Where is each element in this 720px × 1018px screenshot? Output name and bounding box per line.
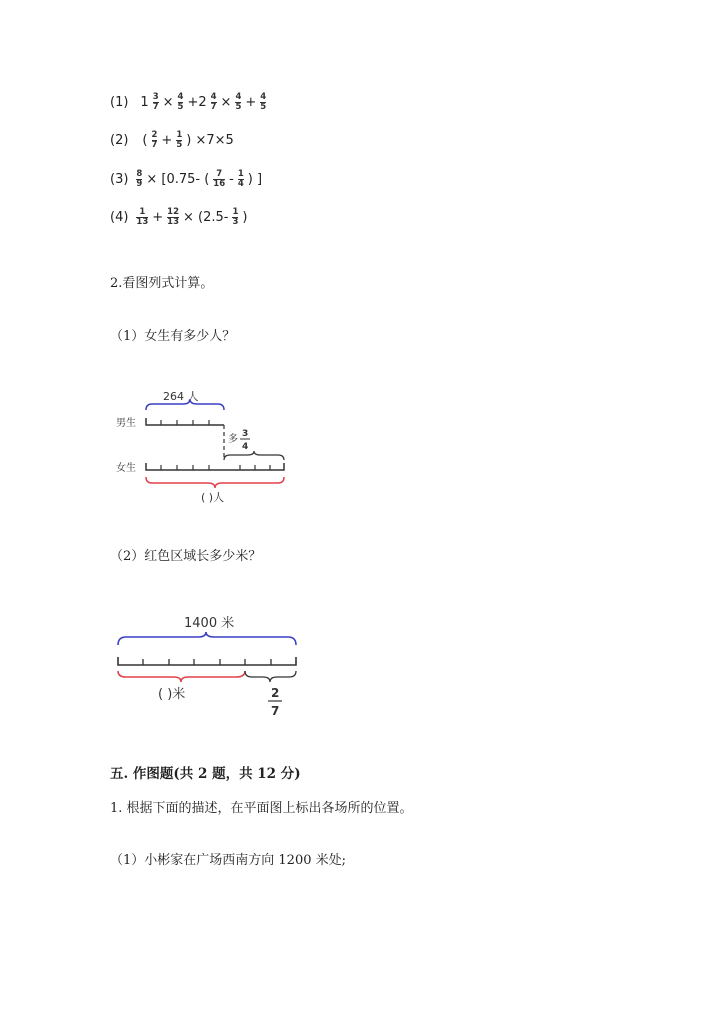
whole-number: 1: [140, 95, 149, 110]
section-5-title: 五. 作图题(共 2 题，共 12 分): [110, 766, 301, 782]
remainder-numerator: 2: [271, 686, 280, 700]
section-2-title: 2.看图列式计算。: [110, 276, 214, 291]
fraction: $\frac{7}{16}$: [213, 169, 226, 189]
fraction: $\frac{4}{5}$: [177, 92, 184, 112]
paren: (: [142, 133, 148, 148]
remainder-brace: [245, 671, 296, 682]
problem-1: [110, 93, 266, 112]
operator: +: [245, 95, 257, 110]
section-5-question-1: 1. 根据下面的描述，在平面图上标出各场所的位置。: [110, 801, 413, 816]
problem-number: (2): [110, 133, 129, 148]
fraction: $\frac{4}{7}$: [210, 92, 217, 112]
fraction: $\frac{4}{5}$: [235, 92, 242, 112]
length-ticks: [143, 659, 271, 665]
red-brace: [146, 477, 284, 488]
diagram1-bottom-label: ( )人: [201, 491, 225, 504]
diagram2-bottom-label: ( )米: [158, 687, 186, 702]
operator: +: [152, 210, 164, 225]
fraction: $\frac{1}{5}$: [176, 130, 183, 150]
remainder-denominator: 7: [271, 704, 280, 718]
problem-4: [110, 208, 247, 227]
more-prefix: 多: [228, 434, 238, 445]
expression-rest: ) ×7×5: [186, 133, 234, 148]
operator: ×: [162, 95, 174, 110]
more-denominator: 4: [242, 442, 249, 452]
difference-brace: [224, 451, 284, 460]
section-5-question-1-sub: （1）小彬家在广场西南方向 1200 米处;: [110, 853, 346, 868]
expression-mid: × [0.75- (: [146, 172, 210, 187]
operator: ×: [220, 95, 232, 110]
operator: -: [229, 172, 234, 187]
operator: +2: [187, 95, 207, 110]
expression-end: ) ]: [247, 172, 263, 187]
fraction: $\frac{3}{7}$: [152, 92, 159, 112]
blue-brace-2: [118, 632, 296, 645]
boys-bar: [146, 418, 224, 425]
fraction: $\frac{4}{5}$: [260, 92, 267, 112]
problem-number: (4): [110, 210, 129, 225]
question-2: （2）红色区域长多少米？: [110, 549, 262, 564]
fraction: $\frac{1}{4}$: [237, 169, 244, 189]
diagram-length: [108, 605, 308, 725]
diagram2-top-label: 1400 米: [184, 616, 235, 631]
boys-label: 男生: [116, 418, 136, 429]
question-1: （1）女生有多少人？: [110, 329, 236, 344]
problem-2: [110, 131, 234, 150]
fraction: $\frac{2}{7}$: [151, 130, 158, 150]
expression-mid: × (2.5-: [183, 210, 229, 225]
expression-end: ): [242, 210, 248, 225]
red-brace-2: [118, 671, 245, 682]
problem-3: [110, 170, 262, 189]
fraction: $\frac{1}{13}$: [136, 207, 149, 227]
girls-label: 女生: [116, 463, 136, 474]
fraction: $\frac{1}{3}$: [232, 207, 239, 227]
problem-number: (3): [110, 172, 129, 187]
diagram1-top-label: 264 人: [163, 390, 199, 403]
fraction: $\frac{12}{13}$: [167, 207, 180, 227]
length-bar: [118, 657, 296, 665]
fraction: $\frac{8}{9}$: [136, 169, 143, 189]
more-numerator: 3: [242, 429, 249, 439]
operator: +: [161, 133, 173, 148]
problem-number: (1): [110, 95, 129, 110]
diagram-boys-girls: [108, 380, 298, 510]
girls-bar: [146, 463, 284, 470]
